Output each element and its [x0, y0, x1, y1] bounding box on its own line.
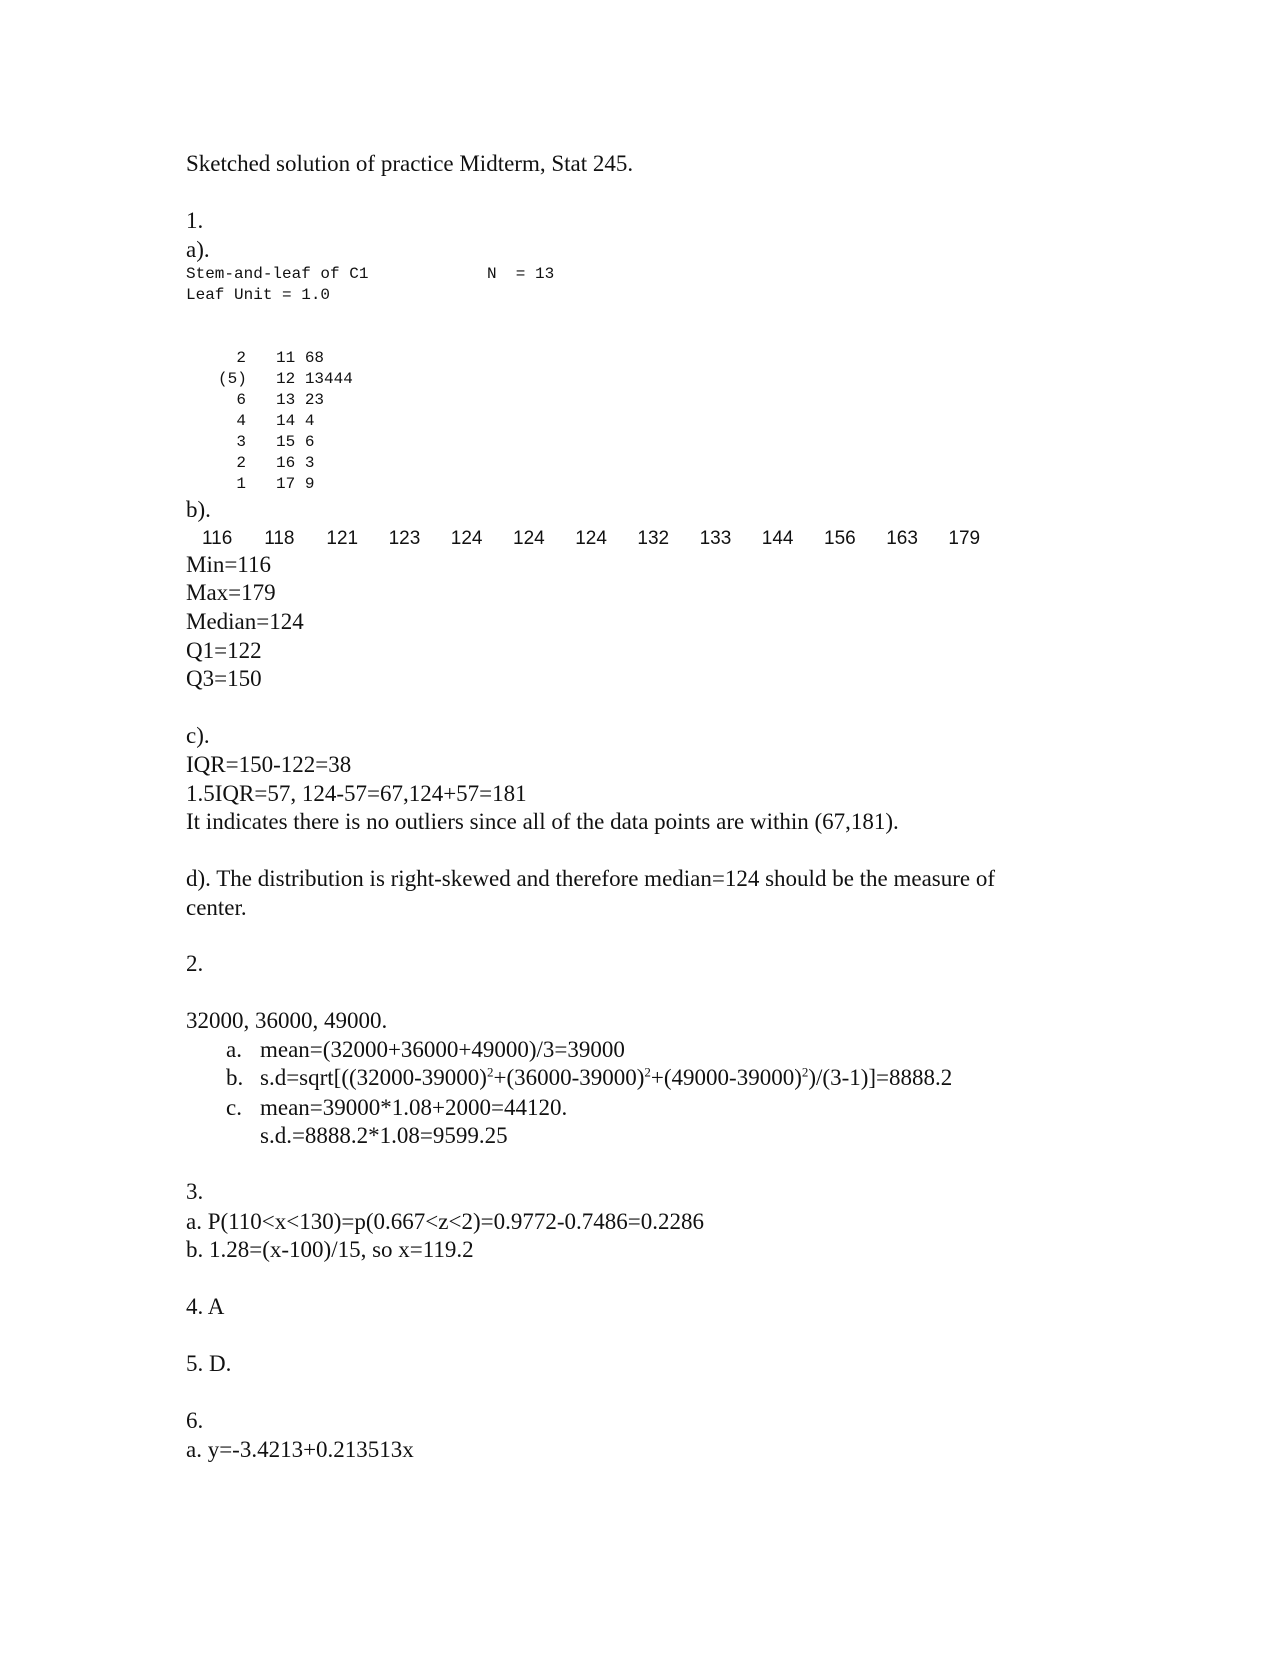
q2-b-marker: b.: [226, 1065, 244, 1090]
stem: 14: [276, 412, 296, 430]
q2-a-mean: mean=(32000+36000+49000)/3=39000: [260, 1037, 625, 1062]
sorted-value: 121: [326, 528, 359, 549]
leaves: 9: [304, 475, 315, 493]
sorted-value: 123: [388, 528, 421, 549]
leaves: 3: [304, 454, 315, 472]
stem-leaf-n: N = 13: [487, 265, 555, 283]
question-6-label: 6.: [186, 1408, 204, 1433]
exponent: 2: [801, 1064, 809, 1080]
sorted-value: 132: [637, 528, 670, 549]
sd-part: s.d=sqrt[((32000-39000): [260, 1065, 487, 1090]
leaves: 68: [304, 349, 325, 367]
min-value: Min=116: [186, 552, 271, 577]
document-title: Sketched solution of practice Midterm, Stat 245.: [186, 151, 634, 176]
stem-and-leaves: [276, 390, 324, 410]
sorted-value: 116: [202, 528, 233, 549]
q6-a: a. y=-3.4213+0.213513x: [186, 1437, 414, 1462]
leaves: 4: [304, 412, 315, 430]
q1-part-d-line1: d). The distribution is right-skewed and therefore median=124 should be the measure of: [186, 866, 996, 891]
stem: 17: [276, 475, 296, 493]
fence-line: 1.5IQR=57, 124-57=67,124+57=181: [186, 781, 527, 806]
stem-depth: 1: [236, 475, 246, 493]
stem-and-leaves: [276, 453, 314, 473]
q3-value: Q3=150: [186, 666, 262, 691]
stem-and-leaves: [276, 411, 314, 431]
sorted-value: 156: [824, 528, 856, 549]
stem-depth: 4: [236, 412, 246, 430]
stem: 16: [276, 454, 296, 472]
stem-depth: 2: [236, 349, 246, 367]
stem-and-leaves: [276, 474, 314, 494]
q1-part-d-line2: center.: [186, 895, 247, 920]
stem-and-leaves: [276, 348, 324, 368]
stem: 12: [276, 370, 296, 388]
sd-part: +(49000-39000): [650, 1065, 802, 1090]
leaves: 6: [304, 433, 315, 451]
q1-part-b-label: b).: [186, 497, 211, 522]
stem: 13: [276, 391, 296, 409]
question-2-label: 2.: [186, 951, 204, 976]
question-1-label: 1.: [186, 208, 204, 233]
q2-b-sd: [260, 1065, 952, 1091]
question-3-label: 3.: [186, 1179, 204, 1204]
q2-c-mean: mean=39000*1.08+2000=44120.: [260, 1095, 568, 1120]
q3-a: a. P(110<x<130)=p(0.667<z<2)=0.9772-0.7486=0.2286: [186, 1209, 704, 1234]
sorted-value: 118: [264, 528, 295, 549]
sd-part: )/(3-1)]=8888.2: [808, 1065, 953, 1090]
stem-depth: 3: [236, 433, 246, 451]
leaves: 23: [304, 391, 325, 409]
question-4-answer: 4. A: [186, 1294, 225, 1319]
q1-part-a-label: a).: [186, 237, 210, 262]
sorted-value: 124: [450, 528, 483, 549]
outlier-statement: It indicates there is no outliers since all of the data points are within (67,181).: [186, 809, 899, 834]
max-value: Max=179: [186, 580, 276, 605]
sorted-value: 144: [761, 528, 794, 549]
q2-c-sd: s.d.=8888.2*1.08=9599.25: [260, 1123, 508, 1148]
sorted-value: 124: [575, 528, 607, 549]
sd-part: +(36000-39000): [493, 1065, 645, 1090]
leaf-unit: Leaf Unit = 1.0: [186, 286, 331, 304]
stem-depth: (5): [218, 370, 247, 388]
stem-depth: 2: [236, 454, 246, 472]
stem-and-leaves: [276, 369, 353, 389]
sorted-value: 124: [513, 528, 545, 549]
stem-leaf-header: Stem-and-leaf of C1: [186, 265, 369, 283]
exponent: 2: [486, 1064, 494, 1080]
q1-value: Q1=122: [186, 638, 262, 663]
leaves: 13444: [304, 370, 353, 388]
exponent: 2: [644, 1064, 651, 1080]
sorted-value: 179: [948, 528, 981, 549]
question-5-answer: 5. D.: [186, 1351, 232, 1376]
stem-depth: 6: [236, 391, 246, 409]
stem: 15: [276, 433, 296, 451]
stem: 11: [276, 349, 296, 367]
sorted-value: 163: [886, 528, 918, 549]
iqr-line: IQR=150-122=38: [186, 752, 352, 777]
q2-a-marker: a.: [226, 1037, 242, 1062]
q2-data: 32000, 36000, 49000.: [186, 1008, 388, 1033]
stem-and-leaves: [276, 432, 314, 452]
q2-c-marker: c.: [226, 1095, 242, 1120]
q3-b: b. 1.28=(x-100)/15, so x=119.2: [186, 1237, 474, 1262]
q1-part-c-label: c).: [186, 723, 210, 748]
sorted-value: 133: [699, 528, 732, 549]
median-value: Median=124: [186, 609, 304, 634]
